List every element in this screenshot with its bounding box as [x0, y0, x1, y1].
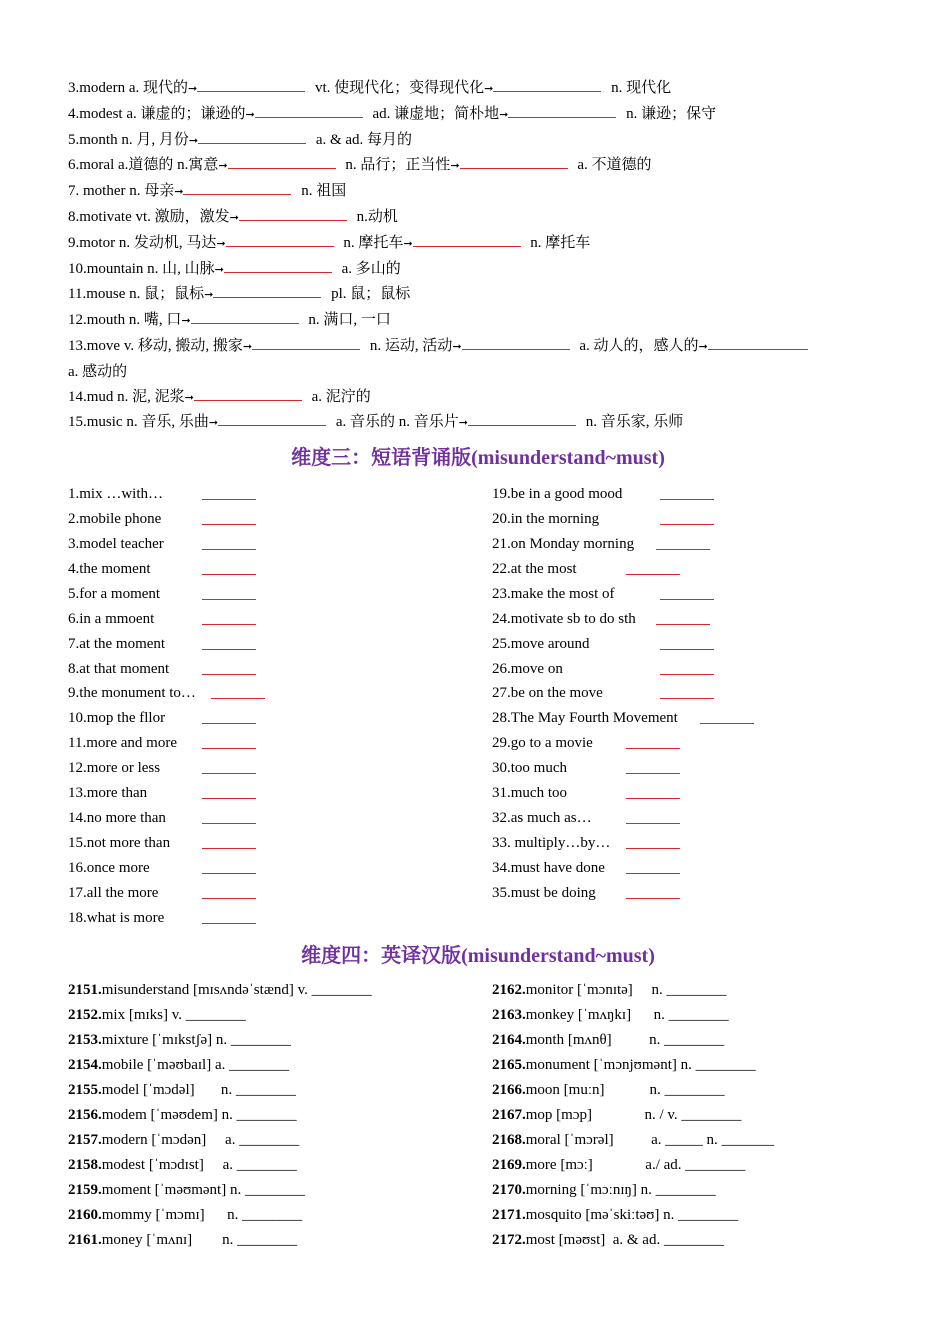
- answer-blank[interactable]: [626, 831, 680, 849]
- answer-blank[interactable]: [508, 116, 616, 118]
- section-heading-translation: 维度四：英译汉版(misunderstand~must): [301, 945, 655, 968]
- answer-blank[interactable]: [202, 806, 256, 824]
- phrase-row: [68, 507, 492, 532]
- word-family-row: 15.music n. 音乐, 乐曲➞ a. 音乐的 n. 音乐片➞ n. 音乐家, 乐师: [68, 414, 684, 431]
- phrase-text: 5.for a moment: [68, 585, 161, 602]
- arrow-icon: ➞: [484, 82, 494, 95]
- phrases-right-column: [492, 482, 888, 930]
- word-family-row: 4.modest a. 谦虚的；谦逊的➞ ad. 谦虚地；简朴地➞ n. 谦逊；保守: [68, 105, 717, 122]
- vocab-entry[interactable]: mix [mɪks] v. ________: [101, 1007, 246, 1024]
- vocab-entry[interactable]: mosquito [məˈskiːtəʊ] n. ________: [525, 1206, 739, 1223]
- phrase-row: [492, 557, 888, 582]
- phrase-row: [68, 731, 492, 756]
- word-family-row: 13.move v. 移动, 搬动, 搬家➞ n. 运动, 活动➞ a. 动人的，感人的➞: [68, 334, 888, 360]
- arrow-icon: ➞: [218, 159, 228, 173]
- phrase-text: 21.on Monday morning: [492, 535, 635, 552]
- word-family-section: [68, 76, 888, 436]
- word-family-row: 5.month n. 月, 月份➞ a. & ad. 每月的: [68, 131, 413, 148]
- phrase-text: 6.in a mmoent: [68, 610, 155, 627]
- vocab-number: 2158.: [68, 1156, 102, 1173]
- answer-blank[interactable]: [252, 348, 360, 350]
- phrase-text: 28.The May Fourth Movement: [492, 710, 678, 727]
- phrase-text: 13.more than: [68, 785, 148, 802]
- answer-blank[interactable]: [626, 557, 680, 575]
- vocab-number: 2162.: [492, 982, 526, 999]
- vocab-row: [492, 1003, 888, 1028]
- answer-blank[interactable]: [660, 681, 714, 699]
- phrase-text: 9.the monument to…: [68, 685, 196, 702]
- vocab-row: [492, 1053, 888, 1078]
- phrase-row: [68, 881, 492, 906]
- vocab-row: [68, 1078, 492, 1103]
- answer-blank[interactable]: [202, 557, 256, 575]
- phrase-row: [68, 532, 492, 557]
- phrase-text: 24.motivate sb to do sth: [492, 610, 636, 627]
- phrase-row: [68, 831, 492, 856]
- arrow-icon: ➞: [208, 416, 219, 430]
- arrow-icon: ➞: [229, 210, 239, 224]
- answer-blank[interactable]: [202, 756, 256, 774]
- word-family-row: 11.mouse n. 鼠；鼠标➞ pl. 鼠；鼠标: [68, 286, 411, 303]
- vocab-row: [492, 1228, 888, 1253]
- answer-blank[interactable]: [626, 881, 680, 899]
- phrase-text: 22.at the most: [492, 560, 577, 577]
- phrase-row: [492, 532, 888, 557]
- phrase-text: 26.move on: [492, 660, 563, 677]
- vocab-number: 2160.: [68, 1206, 102, 1223]
- phrases-section: [68, 482, 888, 930]
- answer-blank[interactable]: [202, 657, 256, 675]
- arrow-icon: ➞: [216, 236, 226, 250]
- vocab-number: 2161.: [68, 1231, 102, 1248]
- answer-blank[interactable]: [626, 781, 680, 799]
- vocab-row: [68, 1028, 492, 1053]
- word-family-row: 7. mother n. 母亲➞ n. 祖国: [68, 183, 347, 200]
- answer-blank[interactable]: [202, 507, 256, 525]
- phrase-text: 34.must have done: [492, 859, 605, 876]
- word-family-row-continued: a. 感动的: [68, 363, 128, 380]
- phrase-row: [68, 557, 492, 582]
- vocab-number: 2153.: [68, 1032, 102, 1049]
- phrase-row: [492, 781, 888, 806]
- vocab-entry[interactable]: most [məʊst] a. & ad. ________: [525, 1231, 724, 1248]
- phrase-text: 27.be on the move: [492, 685, 603, 702]
- vocab-entry[interactable]: moon [muːn] n. ________: [525, 1082, 725, 1099]
- vocab-number: 2163.: [492, 1007, 526, 1024]
- vocab-entry[interactable]: moment [ˈməʊmənt] n. ________: [101, 1181, 305, 1198]
- phrase-row: [492, 706, 888, 731]
- vocab-number: 2166.: [492, 1082, 526, 1099]
- phrase-text: 19.be in a good mood: [492, 486, 623, 503]
- phrase-text: 1.mix …with…: [68, 486, 164, 503]
- answer-blank[interactable]: [202, 482, 256, 500]
- phrase-row: [68, 706, 492, 731]
- vocab-number: 2152.: [68, 1007, 102, 1024]
- phrase-text: 20.in the morning: [492, 511, 600, 528]
- phrase-row: [68, 906, 492, 931]
- vocab-number: 2157.: [68, 1131, 102, 1148]
- phrase-row: [492, 482, 888, 507]
- vocab-row: [68, 1053, 492, 1078]
- arrow-icon: ➞: [458, 416, 468, 430]
- answer-blank[interactable]: [239, 219, 347, 221]
- phrase-text: 11.more and more: [68, 735, 177, 752]
- vocab-entry[interactable]: mixture [ˈmɪkstʃə] n. ________: [101, 1032, 291, 1049]
- answer-blank[interactable]: [202, 856, 256, 874]
- phrase-row: [492, 831, 888, 856]
- vocab-entry[interactable]: mommy [ˈmɔmɪ] n. ________: [101, 1206, 303, 1223]
- section-heading-phrases: 维度三：短语背诵版(misunderstand~must): [291, 447, 665, 470]
- vocab-row: [68, 1103, 492, 1128]
- words-left-column: [68, 978, 492, 1252]
- vocab-entry[interactable]: moral [ˈmɔrəl] a. _____ n. _______: [525, 1131, 775, 1148]
- vocab-number: 2168.: [492, 1131, 526, 1148]
- vocab-number: 2167.: [492, 1107, 526, 1123]
- vocab-row: [68, 1203, 492, 1228]
- vocab-number: 2171.: [492, 1206, 526, 1223]
- answer-blank[interactable]: [493, 90, 601, 92]
- phrase-text: 29.go to a movie: [492, 735, 593, 752]
- phrase-row: [68, 657, 492, 682]
- vocab-row: [492, 978, 888, 1003]
- vocab-number: 2165.: [492, 1057, 526, 1074]
- vocab-row: [68, 1153, 492, 1178]
- phrase-row: [492, 881, 888, 906]
- answer-blank[interactable]: [202, 607, 256, 625]
- answer-blank[interactable]: [194, 399, 302, 401]
- word-family-row: 6.moral a.道德的 n.寓意➞ n. 品行；正当性➞ a. 不道德的: [68, 157, 652, 174]
- vocab-row: [492, 1103, 888, 1128]
- vocab-entry[interactable]: money [ˈmʌnɪ] n. ________: [101, 1231, 298, 1248]
- phrase-row: [492, 607, 888, 632]
- vocab-row: [492, 1203, 888, 1228]
- vocab-row: [492, 1128, 888, 1153]
- arrow-icon: ➞: [184, 390, 194, 404]
- phrase-text: 8.at that moment: [68, 660, 170, 677]
- vocab-entry[interactable]: misunderstand [mɪsʌndəˈstænd] v. ________: [101, 982, 372, 999]
- phrase-row: [68, 482, 492, 507]
- vocab-row: [492, 1153, 888, 1178]
- phrase-row: [68, 806, 492, 831]
- answer-blank[interactable]: [656, 532, 710, 550]
- word-family-row: 10.mountain n. 山, 山脉➞ a. 多山的: [68, 260, 401, 277]
- phrase-row: [492, 507, 888, 532]
- vocab-row: [68, 978, 492, 1003]
- phrase-row: [68, 681, 492, 706]
- phrase-row: [68, 582, 492, 607]
- phrase-row: [492, 681, 888, 706]
- answer-blank[interactable]: [226, 245, 334, 247]
- vocab-row: [492, 1178, 888, 1203]
- answer-blank[interactable]: [183, 193, 291, 195]
- phrase-text: 30.too much: [492, 760, 567, 777]
- answer-blank[interactable]: [468, 424, 576, 426]
- phrase-text: 18.what is more: [68, 909, 165, 926]
- phrase-text: 2.mobile phone: [68, 511, 162, 528]
- word-family-row: 12.mouth n. 嘴, 口➞ n. 满口, 一口: [68, 312, 391, 329]
- phrase-row: [68, 781, 492, 806]
- answer-blank[interactable]: [660, 507, 714, 525]
- phrase-text: 17.all the more: [68, 884, 159, 901]
- vocab-entry[interactable]: mop [mɔp] n. / v. ________: [525, 1107, 742, 1123]
- phrase-text: 12.more or less: [68, 760, 161, 777]
- phrase-text: 10.mop the fllor: [68, 710, 166, 727]
- answer-blank[interactable]: [202, 831, 256, 849]
- phrase-text: 15.not more than: [68, 834, 171, 851]
- answer-blank[interactable]: [202, 731, 256, 749]
- arrow-icon: ➞: [188, 133, 199, 147]
- answer-blank[interactable]: [202, 632, 256, 650]
- answer-blank[interactable]: [660, 582, 714, 600]
- vocab-row: [68, 1003, 492, 1028]
- answer-blank[interactable]: [202, 582, 256, 600]
- phrase-text: 3.model teacher: [68, 535, 164, 552]
- arrow-icon: ➞: [403, 236, 413, 250]
- answer-blank[interactable]: [228, 167, 336, 169]
- phrase-row: [492, 582, 888, 607]
- answer-blank[interactable]: [460, 167, 568, 169]
- answer-blank[interactable]: [198, 142, 306, 144]
- phrase-row: [492, 632, 888, 657]
- words-right-column: [492, 978, 888, 1252]
- answer-blank[interactable]: [462, 348, 570, 350]
- vocab-entry[interactable]: monkey [ˈmʌŋkɪ] n. ________: [525, 1007, 729, 1024]
- arrow-icon: ➞: [242, 339, 253, 353]
- vocab-row: [68, 1178, 492, 1203]
- word-family-row: 9.motor n. 发动机, 马达➞ n. 摩托车➞ n. 摩托车: [68, 234, 591, 251]
- vocab-number: 2159.: [68, 1181, 102, 1198]
- phrase-row: [68, 756, 492, 781]
- vocab-entry[interactable]: modest [ˈmɔdɪst] a. ________: [101, 1156, 297, 1173]
- vocab-number: 2154.: [68, 1057, 102, 1074]
- vocab-row: [68, 1128, 492, 1153]
- answer-blank[interactable]: [202, 881, 256, 899]
- vocab-entry[interactable]: modem [ˈməʊdem] n. ________: [101, 1107, 297, 1123]
- phrase-text: 7.at the moment: [68, 635, 166, 652]
- vocab-number: 2170.: [492, 1181, 526, 1198]
- phrase-row: [68, 632, 492, 657]
- phrase-row: [68, 856, 492, 881]
- arrow-icon: ➞: [181, 314, 191, 328]
- answer-blank[interactable]: [626, 731, 680, 749]
- phrase-text: 4.the moment: [68, 560, 151, 577]
- vocab-entry[interactable]: mobile [ˈməʊbaɪl] a. ________: [101, 1057, 290, 1074]
- arrow-icon: ➞: [187, 82, 198, 95]
- phrase-row: [492, 806, 888, 831]
- answer-blank[interactable]: [197, 90, 305, 92]
- answer-blank[interactable]: [224, 271, 332, 273]
- arrow-icon: ➞: [245, 107, 255, 121]
- phrase-text: 35.must be doing: [492, 884, 596, 901]
- vocab-entry[interactable]: modern [ˈmɔdən] a. ________: [101, 1131, 300, 1148]
- vocab-entry[interactable]: more [mɔː] a./ ad. ________: [525, 1156, 746, 1173]
- phrase-text: 33. multiply…by…: [492, 834, 611, 851]
- answer-blank[interactable]: [211, 681, 265, 699]
- answer-blank[interactable]: [255, 116, 363, 118]
- answer-blank[interactable]: [202, 706, 256, 724]
- vocab-number: 2156.: [68, 1107, 102, 1123]
- answer-blank[interactable]: [213, 296, 321, 298]
- translation-section: [68, 978, 888, 1252]
- vocab-entry[interactable]: monitor [ˈmɔnɪtə] n. ________: [525, 982, 727, 999]
- answer-blank[interactable]: [626, 856, 680, 874]
- answer-blank[interactable]: [202, 906, 256, 924]
- answer-blank[interactable]: [660, 657, 714, 675]
- vocab-number: 2164.: [492, 1032, 526, 1049]
- vocab-number: 2155.: [68, 1082, 102, 1099]
- answer-blank[interactable]: [660, 482, 714, 500]
- phrases-left-column: [68, 482, 492, 930]
- arrow-icon: ➞: [174, 185, 184, 199]
- vocab-row: [68, 1228, 492, 1253]
- vocab-entry[interactable]: monument [ˈmɔnjʊmənt] n. ________: [525, 1057, 756, 1074]
- arrow-icon: ➞: [499, 107, 509, 121]
- word-family-row: 14.mud n. 泥, 泥浆➞ a. 泥泞的: [68, 388, 371, 405]
- answer-blank[interactable]: [202, 781, 256, 799]
- phrase-row: [492, 756, 888, 781]
- arrow-icon: ➞: [452, 339, 462, 353]
- phrase-row: [492, 657, 888, 682]
- arrow-icon: ➞: [214, 262, 224, 276]
- phrase-text: 14.no more than: [68, 809, 166, 826]
- vocab-row: [492, 1028, 888, 1053]
- word-family-row: 8.motivate vt. 激励，激发➞ n.动机: [68, 208, 398, 225]
- phrase-row: [492, 731, 888, 756]
- phrase-text: 16.once more: [68, 859, 150, 876]
- phrase-text: 25.move around: [492, 635, 590, 652]
- answer-blank[interactable]: [660, 632, 714, 650]
- answer-blank[interactable]: [700, 706, 754, 724]
- vocab-number: 2172.: [492, 1231, 526, 1248]
- vocab-row: [492, 1078, 888, 1103]
- vocab-number: 2151.: [68, 982, 102, 999]
- arrow-icon: ➞: [450, 159, 460, 173]
- word-family-row: 3.modern a. 现代的➞ vt. 使现代化；变得现代化➞ n. 现代化: [68, 80, 672, 96]
- answer-blank[interactable]: [708, 348, 808, 350]
- answer-blank[interactable]: [413, 245, 521, 247]
- arrow-icon: ➞: [204, 288, 214, 302]
- answer-blank[interactable]: [626, 756, 680, 774]
- phrase-text: 23.make the most of: [492, 585, 615, 602]
- phrase-text: 31.much too: [492, 785, 567, 802]
- phrase-row: [68, 607, 492, 632]
- worksheet-page: [68, 76, 888, 1252]
- vocab-entry[interactable]: morning [ˈmɔːnɪŋ] n. ________: [525, 1181, 716, 1198]
- phrase-row: [492, 856, 888, 881]
- answer-blank[interactable]: [191, 322, 299, 324]
- vocab-number: 2169.: [492, 1156, 526, 1173]
- phrase-text: 32.as much as…: [492, 809, 592, 826]
- answer-blank[interactable]: [656, 607, 710, 625]
- vocab-entry[interactable]: model [ˈmɔdəl] n. ________: [101, 1082, 296, 1099]
- answer-blank[interactable]: [202, 532, 256, 550]
- answer-blank[interactable]: [626, 806, 680, 824]
- arrow-icon: ➞: [698, 339, 708, 353]
- vocab-entry[interactable]: month [mʌnθ] n. ________: [525, 1032, 725, 1049]
- answer-blank[interactable]: [218, 424, 326, 426]
